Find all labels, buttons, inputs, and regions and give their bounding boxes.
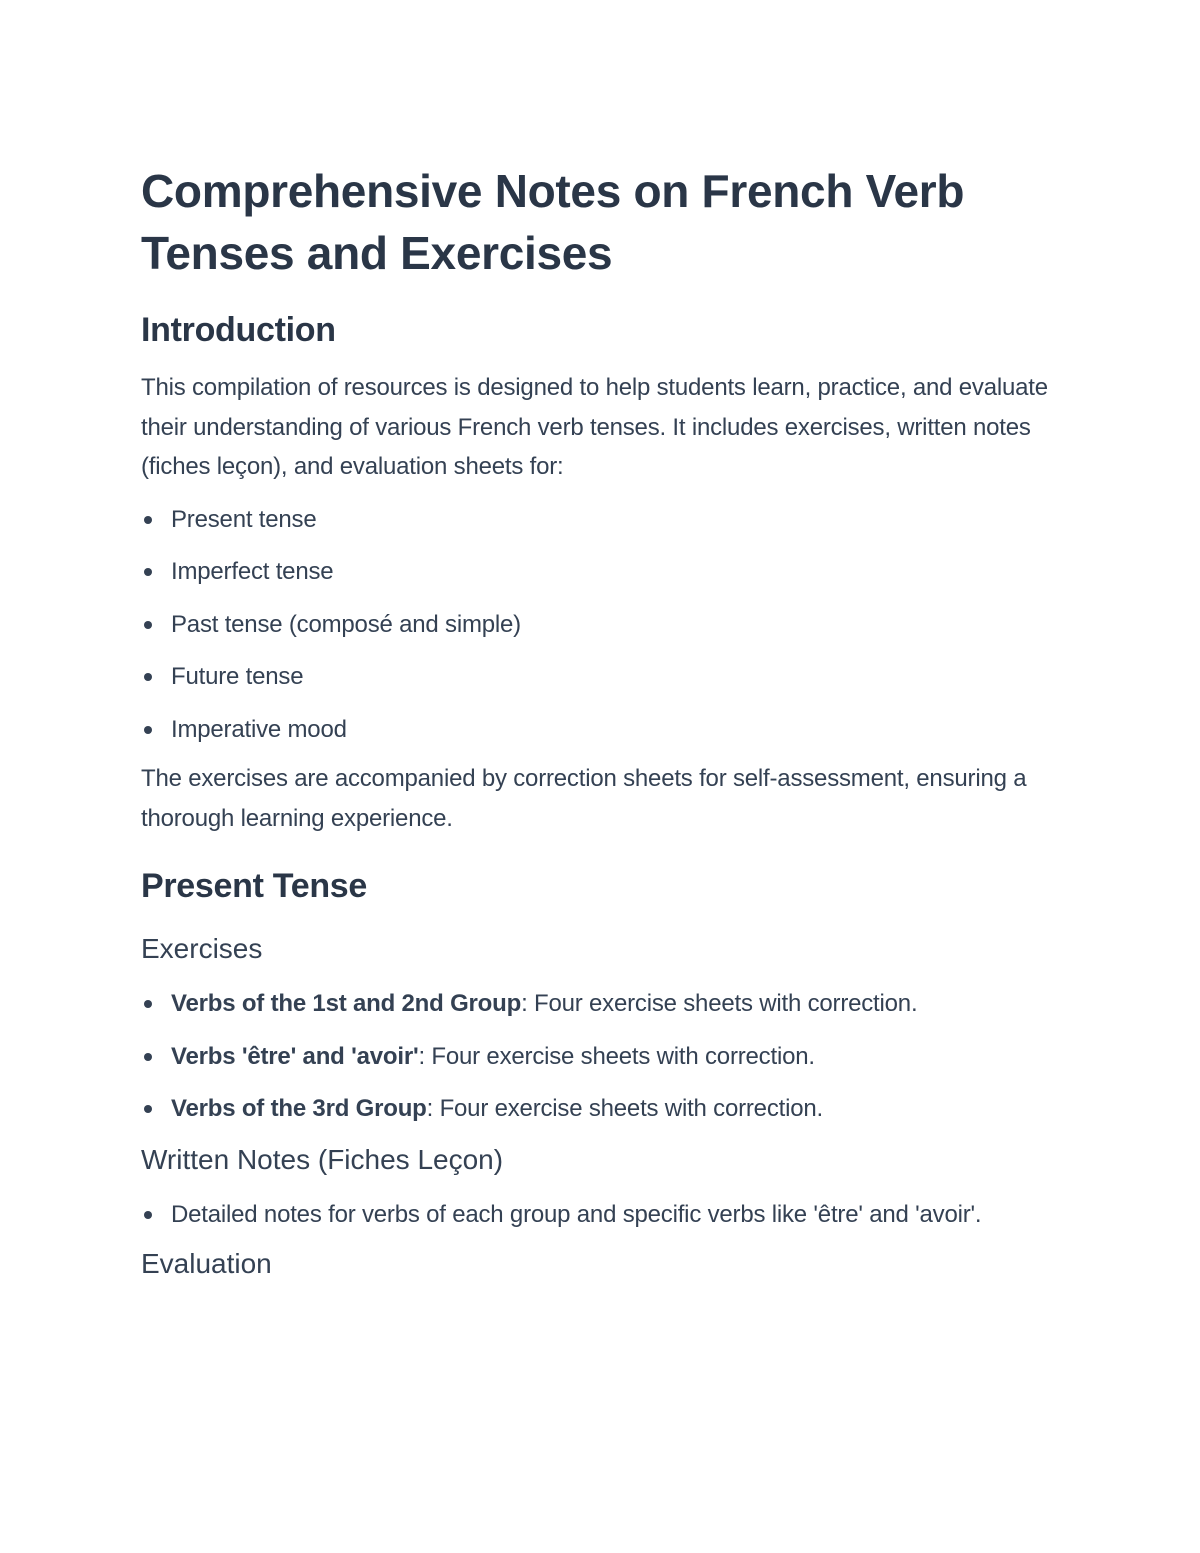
exercise-label: Verbs of the 3rd Group <box>171 1095 427 1122</box>
list-item <box>141 1195 1071 1235</box>
bullet-icon <box>144 516 152 524</box>
exercises-list <box>141 984 1071 1129</box>
list-item <box>141 984 1071 1024</box>
list-item <box>141 605 1071 645</box>
list-item-text: Imperfect tense <box>171 558 334 585</box>
exercise-label: Verbs 'être' and 'avoir' <box>171 1042 419 1070</box>
present-tense-heading: Present Tense <box>141 867 368 905</box>
evaluation-heading: Evaluation <box>141 1248 272 1279</box>
list-item-text: Past tense (composé and simple) <box>171 610 521 638</box>
list-item <box>141 1089 1071 1129</box>
exercises-heading: Exercises <box>141 933 263 964</box>
written-notes-heading: Written Notes (Fiches Leçon) <box>141 1143 504 1175</box>
bullet-icon <box>144 1211 152 1219</box>
list-item-text: Detailed notes for verbs of each group and specific verbs like 'être' and 'avoir'. <box>171 1200 982 1228</box>
bullet-icon <box>144 1053 152 1061</box>
introduction-closing: The exercises are accompanied by correction sheets for self-assessment, ensuring a thorough learning experience. <box>141 765 1027 832</box>
bullet-icon <box>144 568 152 576</box>
document-title: Comprehensive Notes on French Verb Tenses and Exercises <box>141 165 965 279</box>
list-item <box>141 1037 1071 1077</box>
list-item <box>141 552 1071 592</box>
list-item-text: Future tense <box>171 663 304 690</box>
tense-list <box>141 500 1071 750</box>
document-page <box>141 160 1071 1283</box>
list-item-text: Present tense <box>171 505 317 533</box>
bullet-icon <box>144 1105 152 1113</box>
introduction-heading: Introduction <box>141 311 336 349</box>
bullet-icon <box>144 726 152 734</box>
list-item <box>141 710 1071 750</box>
introduction-paragraph: This compilation of resources is designed to help students learn, practice, and evaluate their understanding of various French verb tenses. It includes exercises, written notes (fiches leçon), and evaluation sheets for: <box>141 374 1048 480</box>
list-item <box>141 657 1071 697</box>
bullet-icon <box>144 1000 152 1008</box>
bullet-icon <box>144 673 152 681</box>
exercise-text: : Four exercise sheets with correction. <box>521 990 918 1017</box>
list-item-text: Imperative mood <box>171 715 347 743</box>
bullet-icon <box>144 621 152 629</box>
written-notes-list <box>141 1195 1071 1235</box>
exercise-text: : Four exercise sheets with correction. <box>418 1042 815 1070</box>
list-item <box>141 500 1071 540</box>
exercise-text: : Four exercise sheets with correction. <box>426 1095 823 1122</box>
exercise-label: Verbs of the 1st and 2nd Group <box>171 990 522 1017</box>
